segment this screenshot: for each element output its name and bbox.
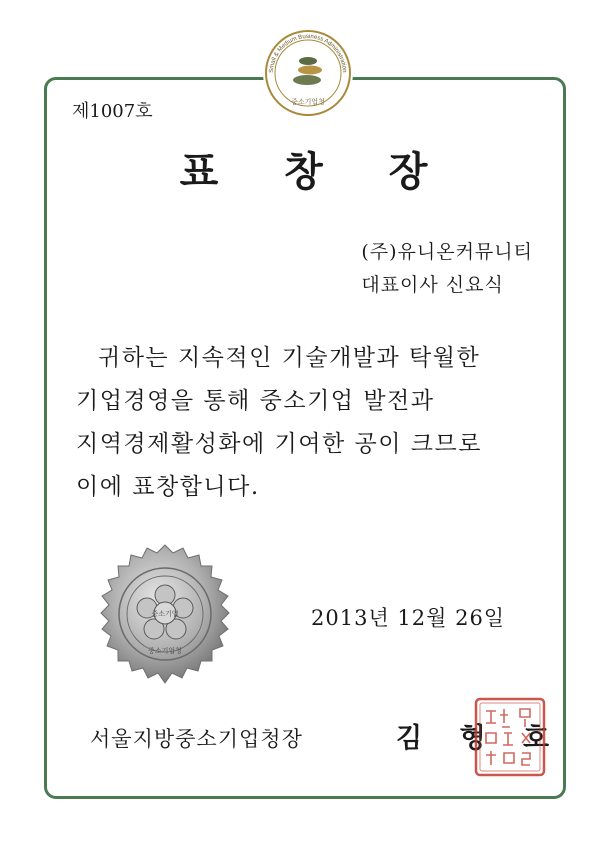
certificate-title: 표 창 장 xyxy=(179,148,454,195)
citation-text xyxy=(76,337,546,509)
citation-line-3: 지역경제활성화에 기여한 공이 크므로 xyxy=(76,431,482,457)
seal-center-text: 중소기업 xyxy=(151,610,179,618)
certificate-number: 제1007호 xyxy=(72,101,153,122)
issue-date: 2013년 12월 26일 xyxy=(311,606,506,630)
emblem-bottom-text: 중소기업청 xyxy=(291,98,325,106)
government-seal-icon xyxy=(85,543,245,691)
recipient-name: 대표이사 신요식 xyxy=(361,274,504,296)
citation-line-2: 기업경영을 통해 중소기업 발전과 xyxy=(76,388,435,414)
sba-emblem-icon xyxy=(263,28,353,118)
citation-line-4: 이에 표창합니다. xyxy=(76,474,260,500)
seal-bottom-text: 중소기업청 xyxy=(148,647,182,655)
recipient-block xyxy=(361,236,533,302)
signer-name: 김 형 호 xyxy=(396,723,564,754)
issuer-title: 서울지방중소기업청장 xyxy=(90,727,303,751)
emblem-ring-text: Small & Medium Business Administration xyxy=(268,33,348,74)
recipient-company: (주)유니온커뮤니티 xyxy=(361,241,533,263)
citation-line-1: 귀하는 지속적인 기술개발과 탁월한 xyxy=(98,345,481,371)
